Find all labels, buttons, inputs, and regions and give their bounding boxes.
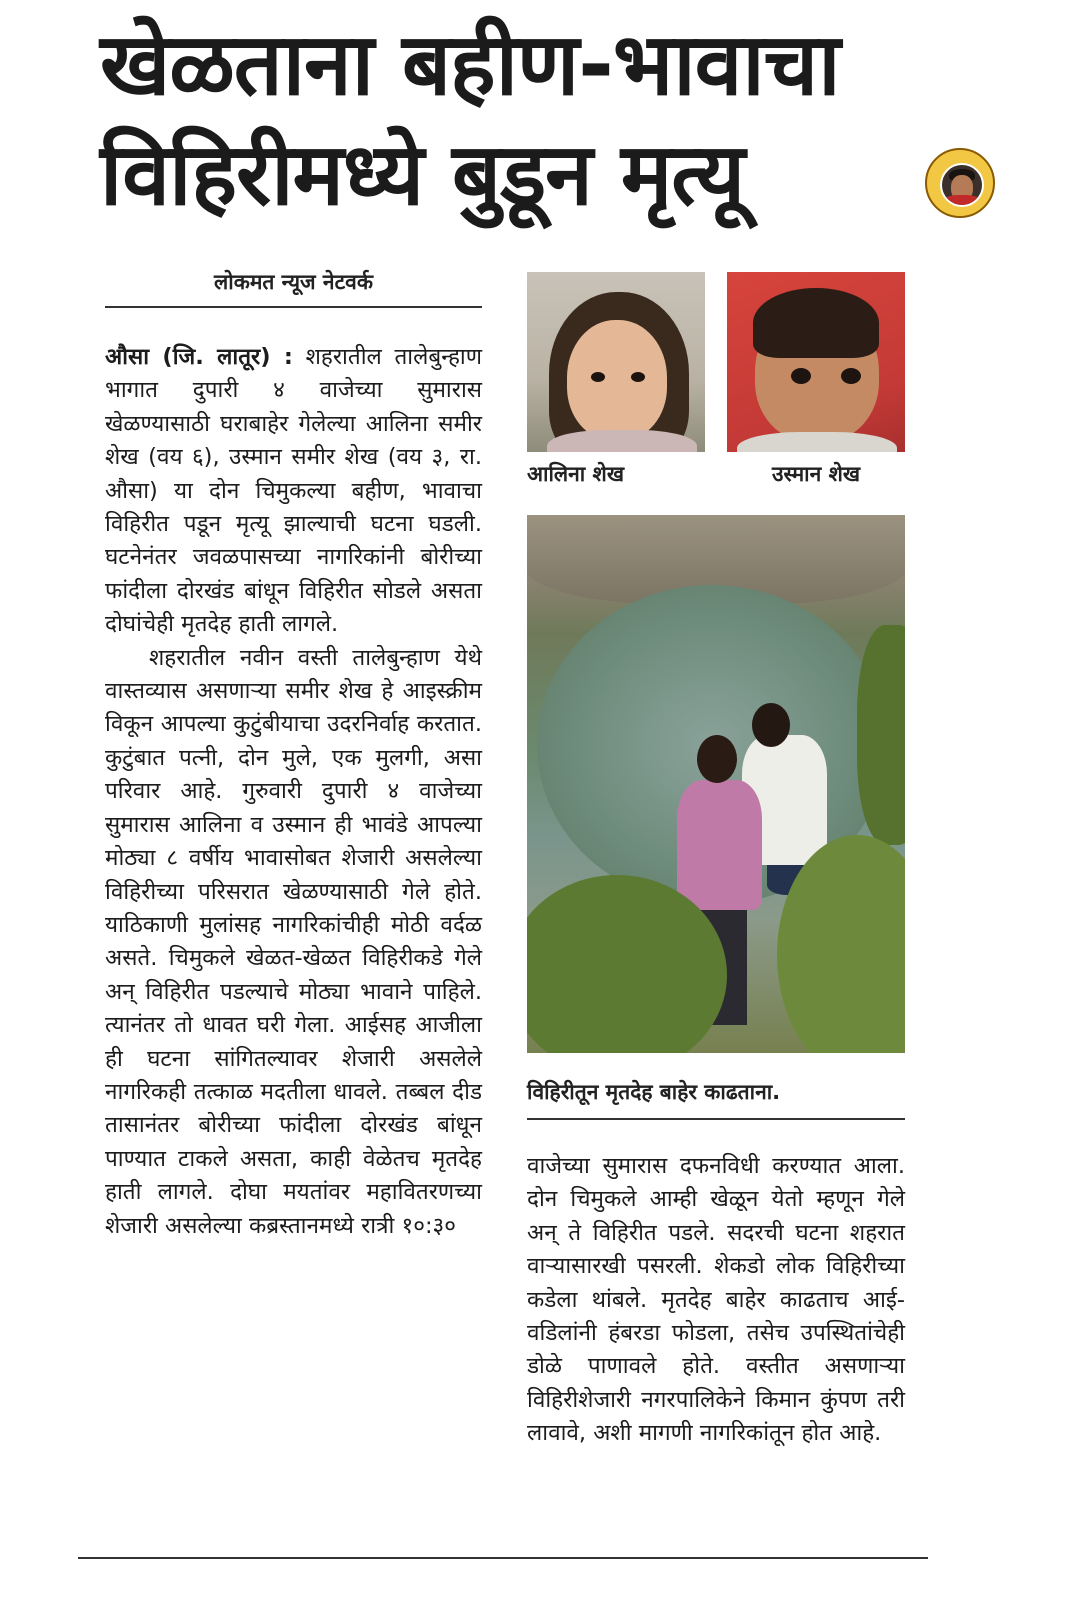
headline: [100, 10, 980, 230]
paragraph-1-text: शहरातील तालेबुन्हाण भागात दुपारी ४ वाजेच्या सुमारास खेळण्यासाठी घराबाहेर गेलेल्या आलिना समीर शेख (वय ६), उस्मान समीर शेख (वय ३, रा. औसा) या दोन चिमुकल्या बहीण, भावाचा विहिरीत पडून मृत्यू झाल्याची घटना घडली. घटनेनंतर जवळपासच्या नागरिकांनी बोरीच्या फांदीला दोरखंड बांधून विहिरीत सोडले असता दोघांचेही मृतदेह हाती लागले.: [105, 344, 482, 638]
dateline: औसा (जि. लातूर) :: [105, 344, 293, 370]
article-paragraph-3: वाजेच्या सुमारास दफनविधी करण्यात आला. दोन चिमुकले आम्ही खेळून येतो म्हणून गेले अन् ते विहिरीत पडले. सदरची घटना शहरात वाऱ्यासारखी पसरली. शेकडो लोक विहिरीच्या कडेला थांबले. मृतदेह बाहेर काढताच आई-वडिलांनी हंबरडा फोडला, तसेच उपस्थितांचेही डोळे पाणावले होते. वस्तीत असणाऱ्या विहिरीशेजारी नगरपालिकेने किमान कुंपण तरी लावावे, अशी मागणी नागरिकांतून होत आहे.: [527, 1153, 905, 1447]
bottom-rule: [78, 1557, 928, 1559]
seal-logo: [925, 148, 995, 218]
caption-girl: आलिना शेख: [527, 462, 625, 486]
headline-line-2: विहिरीमध्ये बुडून मृत्यू: [100, 125, 745, 225]
article-column-2: [527, 1150, 905, 1451]
photo-well: [527, 515, 905, 1053]
portrait-icon: [940, 163, 984, 207]
article-paragraph-2: शहरातील नवीन वस्ती तालेबुन्हाण येथे वास्तव्यास असणाऱ्या समीर शेख हे आइस्क्रीम विकून आपल्या कुटुंबीयाचा उदरनिर्वाह करतात. कुटुंबात पत्नी, दोन मुले, एक मुलगी, असा परिवार आहे. गुरुवारी दुपारी ४ वाजेच्या सुमारास आलिना व उस्मान ही भावंडे आपल्या मोठ्या ८ वर्षीय भावासोबत शेजारी असलेल्या विहिरीच्या परिसरात खेळण्यासाठी गेले होते. याठिकाणी मुलांसह नागरिकांचीही मोठी वर्दळ असते. चिमुकले खेळत-खेळत विहिरीकडे गेले अन् विहिरीत पडल्याचे मोठ्या भावाने पाहिले. त्यानंतर तो धावत घरी गेला. आईसह आजीला ही घटना सांगितल्यावर शेजारी असलेले नागरिकही तत्काळ मदतीला धावले. तब्बल दीड तासानंतर बोरीच्या फांदीला दोरखंड बांधून पाण्यात टाकले असता, काही वेळेतच मृतदेह हाती लागले. दोघा मयतांवर महावितरणच्या शेजारी असलेल्या कब्रस्तानमध्ये रात्री १०:३०: [105, 644, 482, 1239]
photo-girl: [527, 272, 705, 452]
byline: लोकमत न्यूज नेटवर्क: [105, 268, 482, 308]
article-column-1: [105, 341, 482, 1243]
headline-line-1: खेळताना बहीण-भावाचा: [100, 15, 840, 115]
article-paragraph-1: [105, 341, 482, 642]
caption-boy: उस्मान शेख: [771, 462, 861, 486]
well-photo-caption: विहिरीतून मृतदेह बाहेर काढताना.: [527, 1078, 905, 1120]
photo-boy: [727, 272, 905, 452]
